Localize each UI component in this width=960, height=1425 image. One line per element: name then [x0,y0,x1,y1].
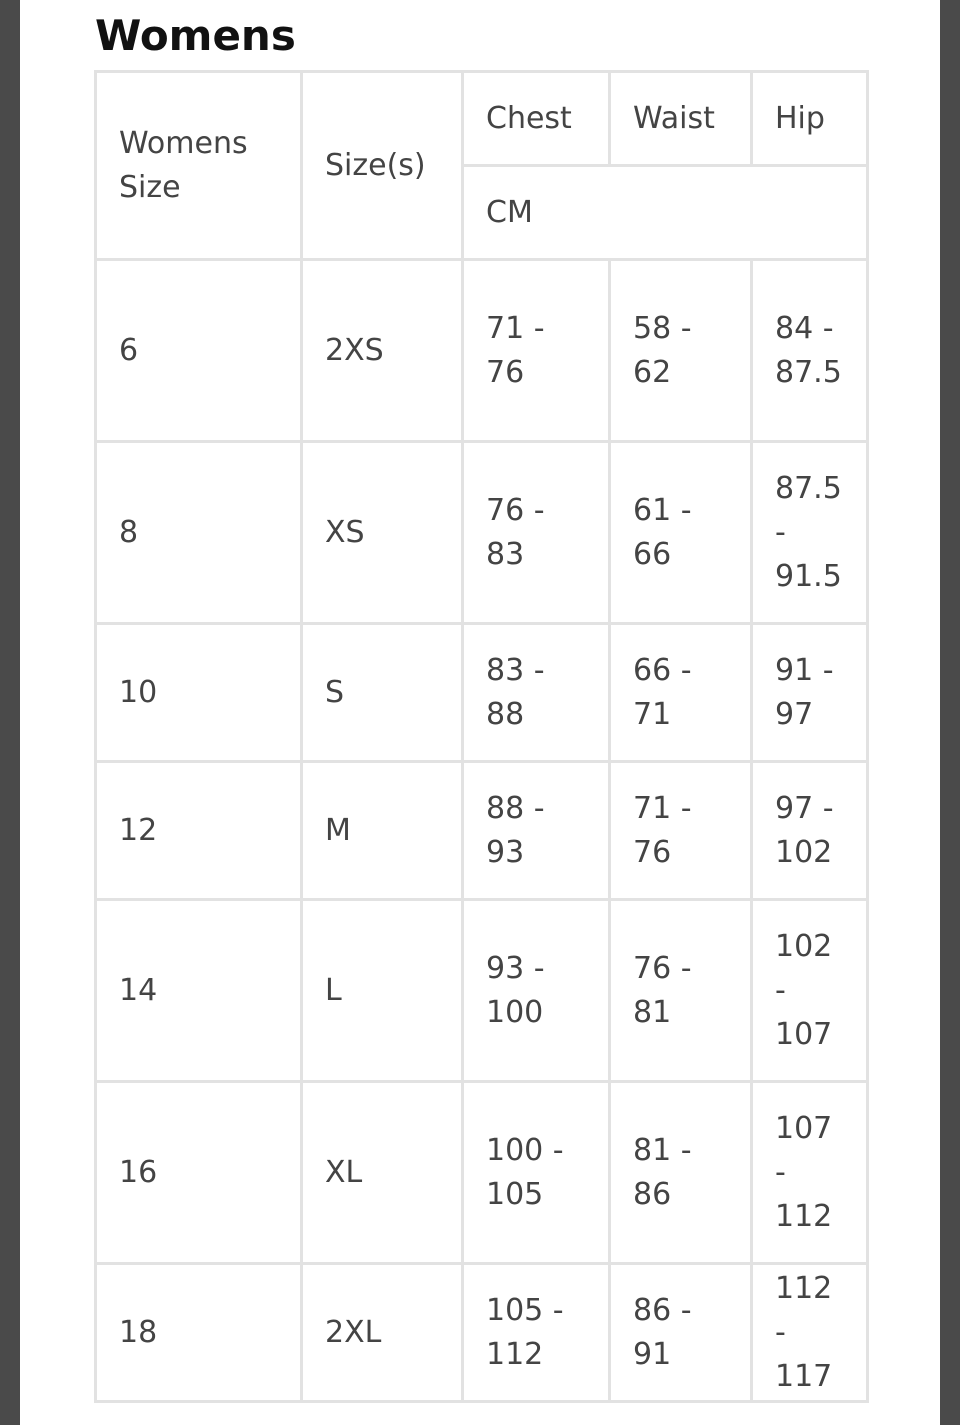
cell-hip: 84 - 87.5 [752,260,868,442]
cell-chest: 88 - 93 [463,762,610,900]
table-row [96,1264,868,1402]
cell-waist: 81 - 86 [610,1082,752,1264]
table-row [96,900,868,1082]
header-row [96,72,868,166]
cell-waist: 86 - 91 [610,1264,752,1402]
cell-chest: 105 - 112 [463,1264,610,1402]
table-row [96,624,868,762]
cell-chest: 83 - 88 [463,624,610,762]
table-row [96,1082,868,1264]
cell-womens-size: 10 [96,624,302,762]
cell-size: 2XS [302,260,463,442]
cell-womens-size: 18 [96,1264,302,1402]
cell-womens-size: 12 [96,762,302,900]
header-waist: Waist [610,72,752,166]
size-chart-table [94,70,869,1403]
header-hip: Hip [752,72,868,166]
cell-hip: 112 - 117 [752,1264,868,1402]
cell-hip: 87.5 - 91.5 [752,442,868,624]
page-title: Womens [95,11,296,60]
cell-size: 2XL [302,1264,463,1402]
cell-womens-size: 16 [96,1082,302,1264]
cell-size: XL [302,1082,463,1264]
cell-chest: 76 - 83 [463,442,610,624]
header-womens-size: Womens Size [96,72,302,260]
cell-size: S [302,624,463,762]
cell-womens-size: 14 [96,900,302,1082]
table-row [96,442,868,624]
header-unit: CM [463,166,868,260]
cell-size: XS [302,442,463,624]
cell-waist: 58 - 62 [610,260,752,442]
cell-womens-size: 6 [96,260,302,442]
cell-hip: 91 - 97 [752,624,868,762]
table-row [96,762,868,900]
cell-hip: 107 - 112 [752,1082,868,1264]
cell-chest: 71 - 76 [463,260,610,442]
cell-waist: 76 - 81 [610,900,752,1082]
cell-chest: 100 - 105 [463,1082,610,1264]
cell-womens-size: 8 [96,442,302,624]
cell-hip: 102 - 107 [752,900,868,1082]
cell-size: L [302,900,463,1082]
cell-waist: 71 - 76 [610,762,752,900]
cell-waist: 66 - 71 [610,624,752,762]
cell-hip: 97 - 102 [752,762,868,900]
cell-size: M [302,762,463,900]
header-sizes: Size(s) [302,72,463,260]
table-row [96,260,868,442]
cell-chest: 93 - 100 [463,900,610,1082]
header-chest: Chest [463,72,610,166]
cell-waist: 61 - 66 [610,442,752,624]
page [20,0,940,1425]
